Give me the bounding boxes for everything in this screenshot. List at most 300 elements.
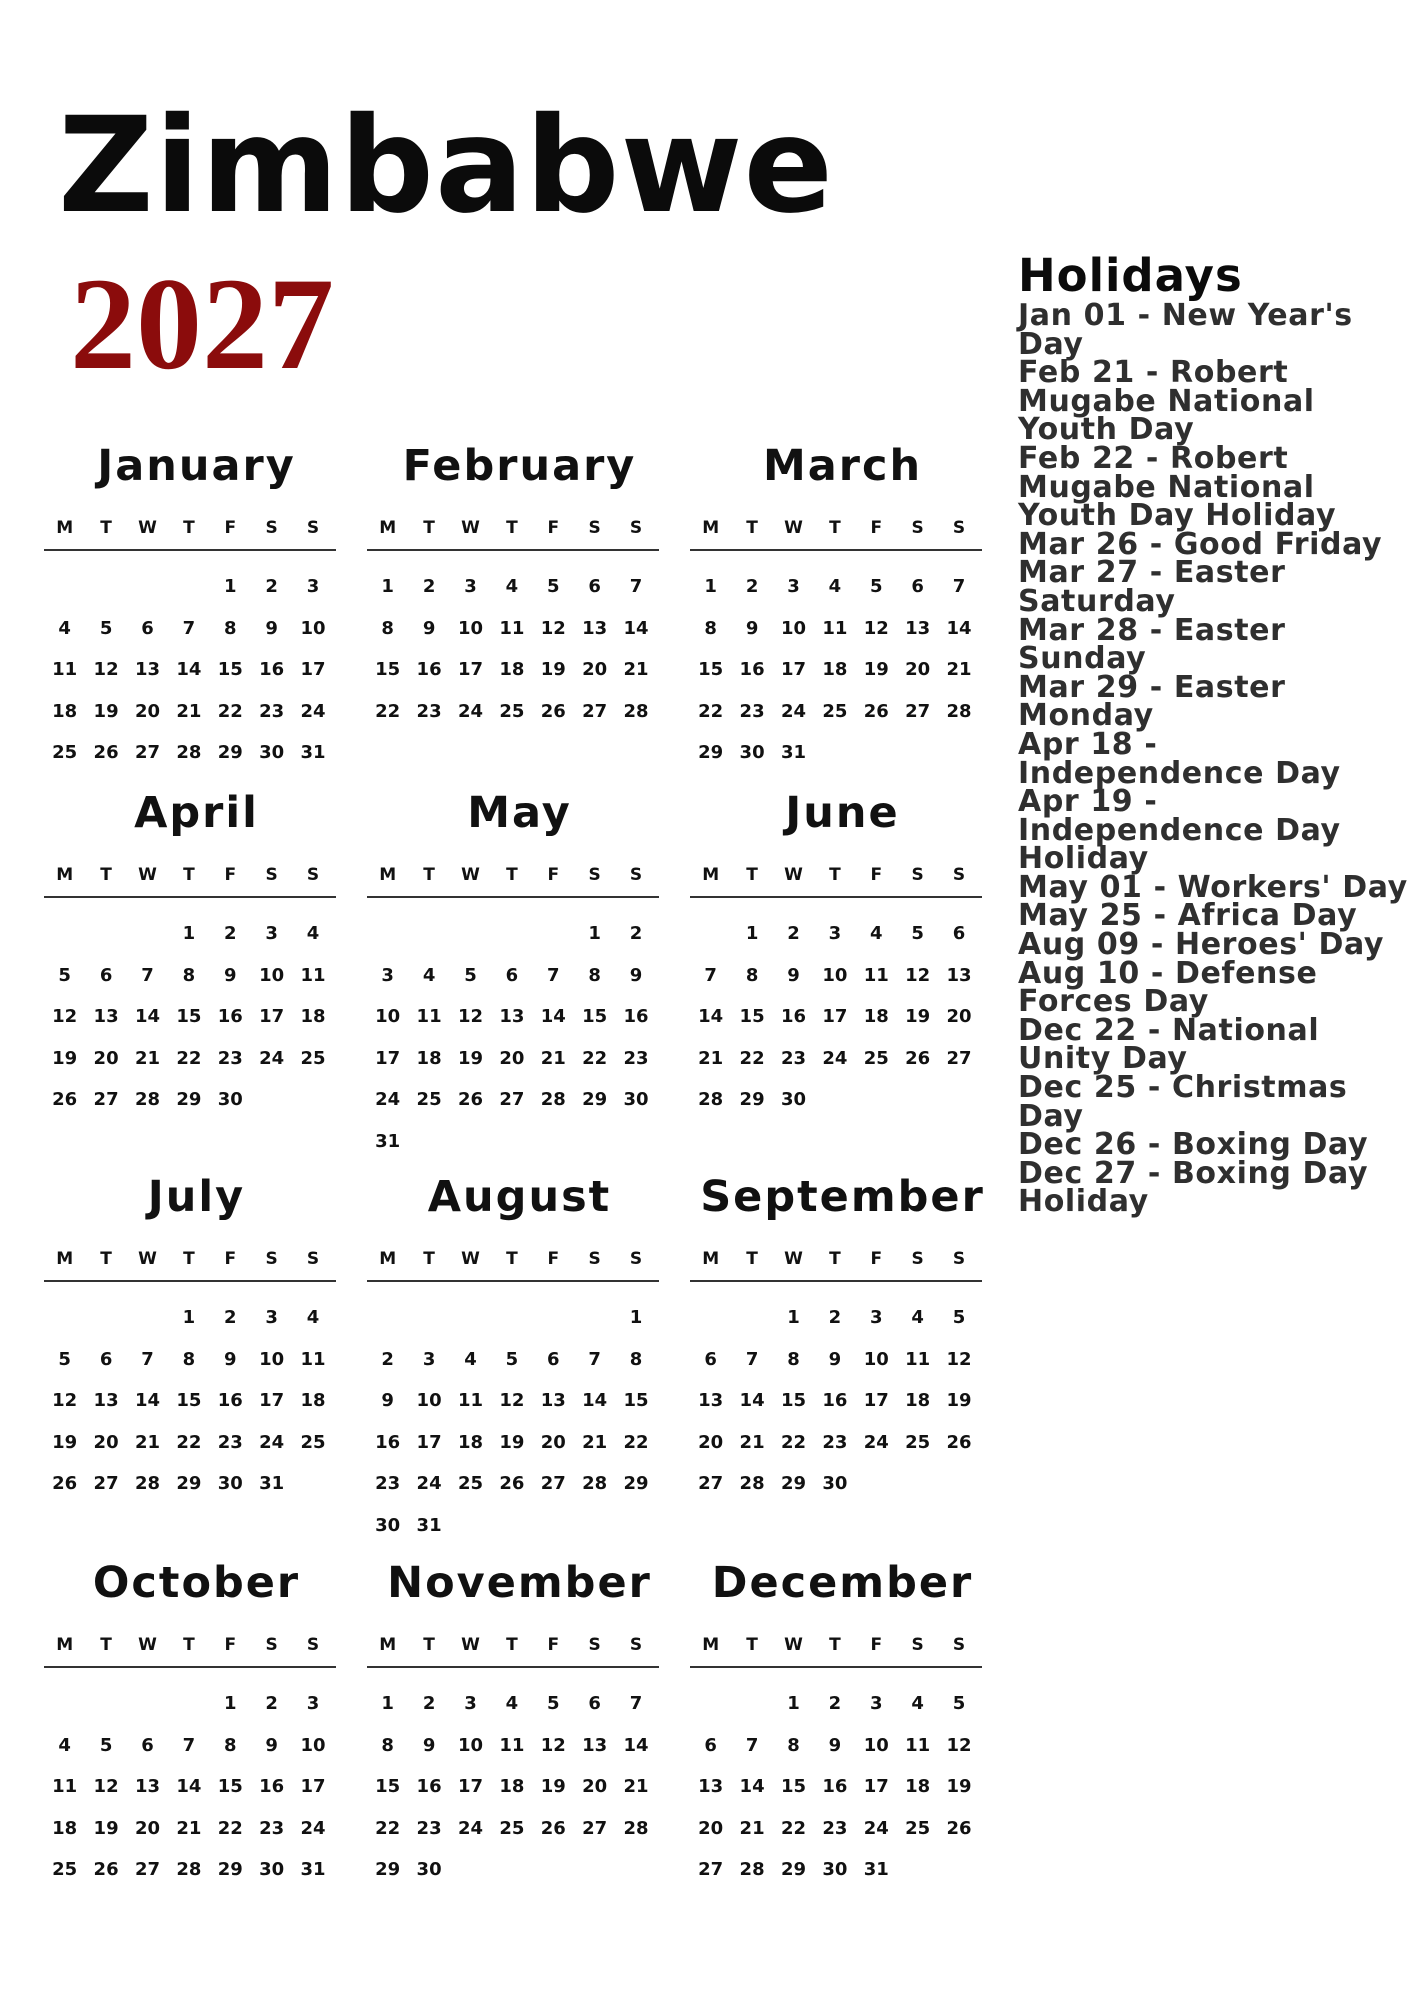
day-cell: 3 [265, 1307, 278, 1328]
day-cell: 18 [300, 1390, 326, 1411]
day-cell: 2 [223, 923, 237, 944]
day-cell: 12 [93, 1776, 119, 1797]
day-cell: 5 [952, 1693, 966, 1714]
weekday-label: S [588, 1635, 601, 1655]
weekday-label: M [56, 865, 74, 885]
day-cell: 2 [223, 1307, 237, 1328]
day-cell: 20 [134, 1817, 160, 1839]
day-grid [367, 566, 657, 732]
day-cell: 4 [58, 1734, 71, 1756]
day-cell: 12 [863, 617, 889, 639]
month-name: June [785, 788, 900, 838]
weekday-label: W [461, 1249, 480, 1269]
empty-cell [127, 1683, 168, 1725]
day-cell: 22 [375, 700, 401, 722]
day-cell: 24 [300, 700, 326, 722]
day-cell: 24 [259, 1047, 285, 1069]
day-cell: 22 [176, 1047, 202, 1069]
empty-cell [127, 566, 168, 608]
day-cell: 14 [176, 1776, 202, 1797]
day-cell: 27 [540, 1473, 566, 1494]
day-cell: 21 [176, 1817, 202, 1839]
day-cell: 19 [946, 1390, 972, 1411]
day-cell: 25 [416, 1089, 442, 1110]
weekday-label: T [423, 518, 435, 538]
day-cell: 20 [540, 1431, 566, 1453]
day-cell: 15 [217, 659, 243, 680]
month-name: April [134, 788, 259, 838]
day-cell: 17 [822, 1006, 848, 1027]
weekday-label: M [379, 1635, 397, 1655]
day-cell: 29 [698, 742, 724, 763]
day-cell: 10 [863, 1348, 889, 1370]
day-grid [690, 1297, 980, 1505]
weekday-label: T [100, 865, 112, 885]
day-cell: 27 [499, 1089, 525, 1110]
holidays-panel [1018, 249, 1410, 1220]
weekday-label: T [829, 1249, 841, 1269]
day-cell: 3 [869, 1693, 883, 1714]
day-cell: 4 [306, 923, 320, 944]
weekday-label: S [952, 865, 966, 885]
day-cell: 23 [822, 1817, 848, 1839]
day-cell: 19 [52, 1047, 78, 1069]
day-cell: 27 [134, 1859, 160, 1880]
empty-cell [408, 1297, 449, 1339]
day-cell: 8 [787, 1348, 800, 1370]
header-divider [690, 896, 982, 898]
day-cell: 21 [176, 700, 202, 722]
day-cell: 15 [780, 1390, 806, 1411]
day-cell: 13 [946, 964, 972, 986]
weekday-label: W [461, 865, 480, 885]
weekday-label: F [870, 1249, 883, 1269]
weekday-label: S [588, 518, 601, 538]
day-grid [690, 913, 980, 1121]
weekday-label: T [506, 1249, 518, 1269]
weekday-label: W [138, 1249, 157, 1269]
empty-cell [690, 1683, 731, 1725]
day-cell: 16 [217, 1390, 243, 1411]
day-cell: 14 [176, 659, 202, 680]
day-cell: 20 [698, 1817, 724, 1839]
weekday-header [690, 1630, 980, 1660]
day-grid [44, 566, 334, 774]
month-name: December [711, 1558, 974, 1608]
weekday-header [690, 513, 980, 543]
header-divider [44, 896, 336, 898]
day-cell: 8 [182, 1348, 196, 1370]
day-cell: 21 [134, 1431, 160, 1453]
day-cell: 18 [457, 1431, 483, 1453]
day-cell: 1 [182, 923, 196, 944]
day-cell: 22 [780, 1817, 806, 1839]
day-cell: 4 [869, 923, 883, 944]
day-cell: 19 [540, 659, 566, 680]
day-cell: 10 [300, 1734, 326, 1756]
day-cell: 28 [176, 742, 202, 763]
day-cell: 17 [863, 1390, 889, 1411]
day-cell: 5 [546, 576, 560, 597]
weekday-label: W [461, 518, 480, 538]
day-cell: 18 [300, 1006, 326, 1027]
day-cell: 26 [863, 700, 889, 722]
day-cell: 27 [582, 1817, 608, 1839]
day-cell: 31 [780, 742, 806, 763]
month-name: May [467, 788, 572, 838]
day-cell: 6 [99, 1348, 113, 1370]
day-cell: 28 [623, 1817, 649, 1839]
day-cell: 19 [946, 1776, 972, 1797]
weekday-label: M [702, 1635, 720, 1655]
day-cell: 12 [499, 1390, 525, 1411]
day-cell: 15 [582, 1006, 608, 1027]
day-cell: 12 [52, 1390, 78, 1411]
empty-cell [168, 566, 209, 608]
weekday-label: T [746, 518, 758, 538]
day-cell: 25 [905, 1817, 931, 1839]
day-cell: 3 [381, 964, 394, 986]
day-cell: 2 [828, 1693, 842, 1714]
day-cell: 3 [787, 576, 800, 597]
day-cell: 15 [623, 1390, 649, 1411]
weekday-label: T [423, 865, 435, 885]
day-cell: 7 [546, 964, 560, 986]
holiday-item: Dec 26 - Boxing Day [1018, 1127, 1369, 1163]
day-cell: 24 [457, 700, 483, 722]
day-cell: 16 [259, 659, 285, 680]
day-cell: 11 [457, 1390, 483, 1411]
day-cell: 12 [540, 617, 566, 639]
weekday-label: S [265, 1249, 278, 1269]
day-cell: 14 [946, 617, 972, 639]
day-cell: 2 [787, 923, 800, 944]
day-cell: 15 [217, 1776, 243, 1797]
day-cell: 16 [822, 1390, 848, 1411]
day-cell: 23 [416, 700, 442, 722]
weekday-label: S [306, 1249, 320, 1269]
weekday-label: M [379, 1249, 397, 1269]
weekday-label: S [629, 1249, 643, 1269]
day-cell: 25 [822, 700, 848, 722]
day-cell: 25 [499, 1817, 525, 1839]
day-cell: 19 [863, 659, 889, 680]
day-cell: 14 [739, 1776, 765, 1797]
day-cell: 17 [780, 659, 806, 680]
header-divider [44, 549, 336, 551]
day-cell: 23 [259, 700, 285, 722]
day-cell: 13 [134, 659, 160, 680]
day-cell: 9 [381, 1390, 394, 1411]
weekday-label: M [56, 1635, 74, 1655]
day-cell: 5 [505, 1348, 519, 1370]
weekday-header [367, 860, 657, 890]
weekday-label: F [547, 1249, 560, 1269]
day-cell: 13 [93, 1390, 119, 1411]
day-cell: 2 [422, 576, 436, 597]
weekday-header [690, 860, 980, 890]
day-cell: 12 [457, 1006, 483, 1027]
day-cell: 2 [265, 1693, 278, 1714]
weekday-label: M [702, 865, 720, 885]
weekday-header [367, 1630, 657, 1660]
empty-cell [44, 913, 85, 955]
day-cell: 28 [623, 700, 649, 722]
header-divider [44, 1280, 336, 1282]
holiday-item: Aug 10 - Defense Forces Day [1018, 955, 1318, 1020]
day-cell: 19 [457, 1047, 483, 1069]
day-cell: 6 [588, 1693, 601, 1714]
day-cell: 19 [540, 1776, 566, 1797]
day-cell: 12 [946, 1348, 972, 1370]
day-grid [44, 913, 334, 1121]
day-cell: 25 [499, 700, 525, 722]
day-cell: 23 [217, 1431, 243, 1453]
day-cell: 5 [546, 1693, 560, 1714]
day-cell: 15 [739, 1006, 765, 1027]
day-cell: 3 [306, 1693, 320, 1714]
day-cell: 10 [863, 1734, 889, 1756]
day-cell: 21 [134, 1047, 160, 1069]
day-cell: 24 [300, 1817, 326, 1839]
day-cell: 3 [869, 1307, 883, 1328]
weekday-label: T [100, 1249, 112, 1269]
day-cell: 29 [375, 1859, 401, 1880]
day-cell: 22 [176, 1431, 202, 1453]
day-cell: 7 [745, 1348, 759, 1370]
day-grid [690, 1683, 980, 1891]
weekday-label: W [784, 1249, 803, 1269]
day-cell: 10 [259, 964, 285, 986]
day-cell: 26 [52, 1473, 78, 1494]
day-cell: 14 [134, 1390, 160, 1411]
weekday-header [44, 860, 334, 890]
day-cell: 30 [416, 1859, 442, 1880]
weekday-label: T [506, 1635, 518, 1655]
empty-cell [408, 913, 449, 955]
day-cell: 18 [905, 1390, 931, 1411]
day-cell: 30 [822, 1859, 848, 1880]
day-cell: 21 [623, 659, 649, 680]
country-title: Zimbabwe [58, 89, 835, 243]
day-cell: 30 [623, 1089, 649, 1110]
weekday-label: W [461, 1635, 480, 1655]
day-cell: 7 [182, 617, 196, 639]
day-cell: 10 [457, 1734, 483, 1756]
day-cell: 11 [499, 1734, 525, 1756]
holiday-item: Mar 28 - Easter Sunday [1018, 612, 1286, 677]
day-cell: 18 [499, 659, 525, 680]
day-grid [44, 1683, 334, 1891]
day-cell: 23 [259, 1817, 285, 1839]
day-cell: 26 [540, 700, 566, 722]
day-cell: 30 [259, 742, 285, 763]
day-cell: 9 [223, 1348, 237, 1370]
day-cell: 20 [93, 1431, 119, 1453]
weekday-label: F [224, 865, 237, 885]
day-cell: 5 [99, 617, 113, 639]
day-grid [367, 913, 657, 1162]
day-cell: 29 [217, 742, 243, 763]
day-cell: 9 [828, 1734, 842, 1756]
day-cell: 25 [457, 1473, 483, 1494]
weekday-label: M [56, 1249, 74, 1269]
day-cell: 28 [134, 1089, 160, 1110]
day-cell: 1 [223, 1693, 237, 1714]
weekday-label: S [588, 865, 601, 885]
weekday-label: M [379, 865, 397, 885]
day-cell: 13 [905, 617, 931, 639]
day-cell: 21 [623, 1776, 649, 1797]
day-cell: 9 [828, 1348, 842, 1370]
day-cell: 17 [863, 1776, 889, 1797]
day-cell: 15 [698, 659, 724, 680]
day-cell: 4 [58, 617, 71, 639]
empty-cell [574, 1297, 615, 1339]
day-cell: 23 [623, 1047, 649, 1069]
day-cell: 31 [863, 1859, 889, 1880]
day-cell: 30 [375, 1514, 401, 1536]
day-cell: 4 [505, 1693, 519, 1714]
day-cell: 5 [58, 964, 71, 986]
month-name: January [97, 441, 296, 491]
day-cell: 30 [217, 1089, 243, 1110]
weekday-label: F [870, 1635, 883, 1655]
weekday-label: F [547, 1635, 560, 1655]
empty-cell [491, 913, 532, 955]
day-cell: 24 [457, 1817, 483, 1839]
weekday-label: S [952, 1249, 966, 1269]
day-cell: 12 [93, 659, 119, 680]
day-cell: 27 [582, 700, 608, 722]
day-cell: 17 [457, 1776, 483, 1797]
day-cell: 5 [869, 576, 883, 597]
day-cell: 6 [141, 1734, 154, 1756]
day-cell: 1 [704, 576, 717, 597]
weekday-header [44, 1630, 334, 1660]
day-cell: 11 [863, 964, 889, 986]
day-cell: 2 [745, 576, 759, 597]
weekday-label: T [423, 1635, 435, 1655]
day-cell: 7 [745, 1734, 759, 1756]
day-cell: 20 [905, 659, 931, 680]
day-cell: 31 [300, 742, 326, 763]
weekday-header [367, 1244, 657, 1274]
day-cell: 16 [259, 1776, 285, 1797]
weekday-label: F [224, 518, 237, 538]
day-cell: 29 [582, 1089, 608, 1110]
day-cell: 7 [629, 1693, 643, 1714]
day-cell: 1 [629, 1307, 643, 1328]
day-cell: 9 [745, 617, 759, 639]
weekday-header [44, 1244, 334, 1274]
holiday-item: Mar 26 - Good Friday [1018, 526, 1383, 562]
day-cell: 23 [822, 1431, 848, 1453]
day-cell: 16 [623, 1006, 649, 1027]
day-cell: 27 [93, 1473, 119, 1494]
day-cell: 16 [375, 1431, 401, 1453]
month-name: August [427, 1172, 612, 1222]
day-grid [44, 1297, 334, 1505]
day-cell: 13 [134, 1776, 160, 1797]
day-cell: 24 [780, 700, 806, 722]
empty-cell [85, 1683, 126, 1725]
day-cell: 28 [698, 1089, 724, 1110]
day-cell: 5 [952, 1307, 966, 1328]
day-cell: 1 [588, 923, 601, 944]
day-cell: 17 [259, 1390, 285, 1411]
day-cell: 13 [499, 1006, 525, 1027]
holiday-item: May 25 - Africa Day [1018, 898, 1358, 934]
day-cell: 24 [822, 1047, 848, 1069]
day-cell: 27 [946, 1047, 972, 1069]
day-cell: 18 [52, 1817, 78, 1839]
day-cell: 8 [381, 617, 394, 639]
weekday-header [690, 1244, 980, 1274]
day-cell: 27 [698, 1473, 724, 1494]
header-divider [367, 1666, 659, 1668]
holiday-list [1018, 298, 1410, 1220]
holiday-item: Mar 27 - Easter Saturday [1018, 555, 1286, 619]
day-cell: 20 [134, 700, 160, 722]
weekday-label: S [911, 518, 924, 538]
weekday-label: S [629, 865, 643, 885]
day-cell: 18 [863, 1006, 889, 1027]
weekday-label: S [306, 1635, 320, 1655]
day-cell: 11 [300, 1348, 326, 1370]
weekday-header [367, 513, 657, 543]
weekday-label: S [629, 518, 643, 538]
day-cell: 18 [416, 1047, 442, 1069]
day-cell: 9 [223, 964, 237, 986]
day-cell: 18 [52, 700, 78, 722]
day-cell: 19 [93, 700, 119, 722]
day-cell: 9 [265, 617, 278, 639]
holiday-item: Dec 22 - National Unity Day [1018, 1012, 1320, 1077]
day-cell: 16 [822, 1776, 848, 1797]
weekday-label: M [702, 1249, 720, 1269]
header-divider [690, 1280, 982, 1282]
day-cell: 23 [416, 1817, 442, 1839]
day-cell: 26 [946, 1817, 972, 1839]
weekday-label: S [952, 518, 966, 538]
weekday-label: F [870, 865, 883, 885]
day-cell: 13 [540, 1390, 566, 1411]
weekday-label: S [265, 518, 278, 538]
day-cell: 4 [505, 576, 519, 597]
day-cell: 25 [863, 1047, 889, 1069]
day-cell: 22 [623, 1431, 649, 1453]
weekday-label: F [547, 518, 560, 538]
day-grid [690, 566, 980, 774]
day-cell: 1 [381, 1693, 394, 1714]
day-cell: 21 [582, 1431, 608, 1453]
day-grid [367, 1297, 657, 1546]
holiday-item: Feb 21 - Robert Mugabe National Youth Day [1018, 355, 1315, 448]
empty-cell [731, 1297, 772, 1339]
day-cell: 13 [93, 1006, 119, 1027]
day-cell: 2 [381, 1348, 394, 1370]
day-cell: 7 [141, 1348, 154, 1370]
weekday-label: T [829, 865, 841, 885]
day-cell: 3 [464, 1693, 477, 1714]
month-name: November [387, 1558, 652, 1608]
weekday-label: S [265, 865, 278, 885]
day-cell: 13 [698, 1390, 724, 1411]
day-cell: 12 [540, 1734, 566, 1756]
weekday-label: S [911, 1635, 924, 1655]
empty-cell [367, 913, 408, 955]
